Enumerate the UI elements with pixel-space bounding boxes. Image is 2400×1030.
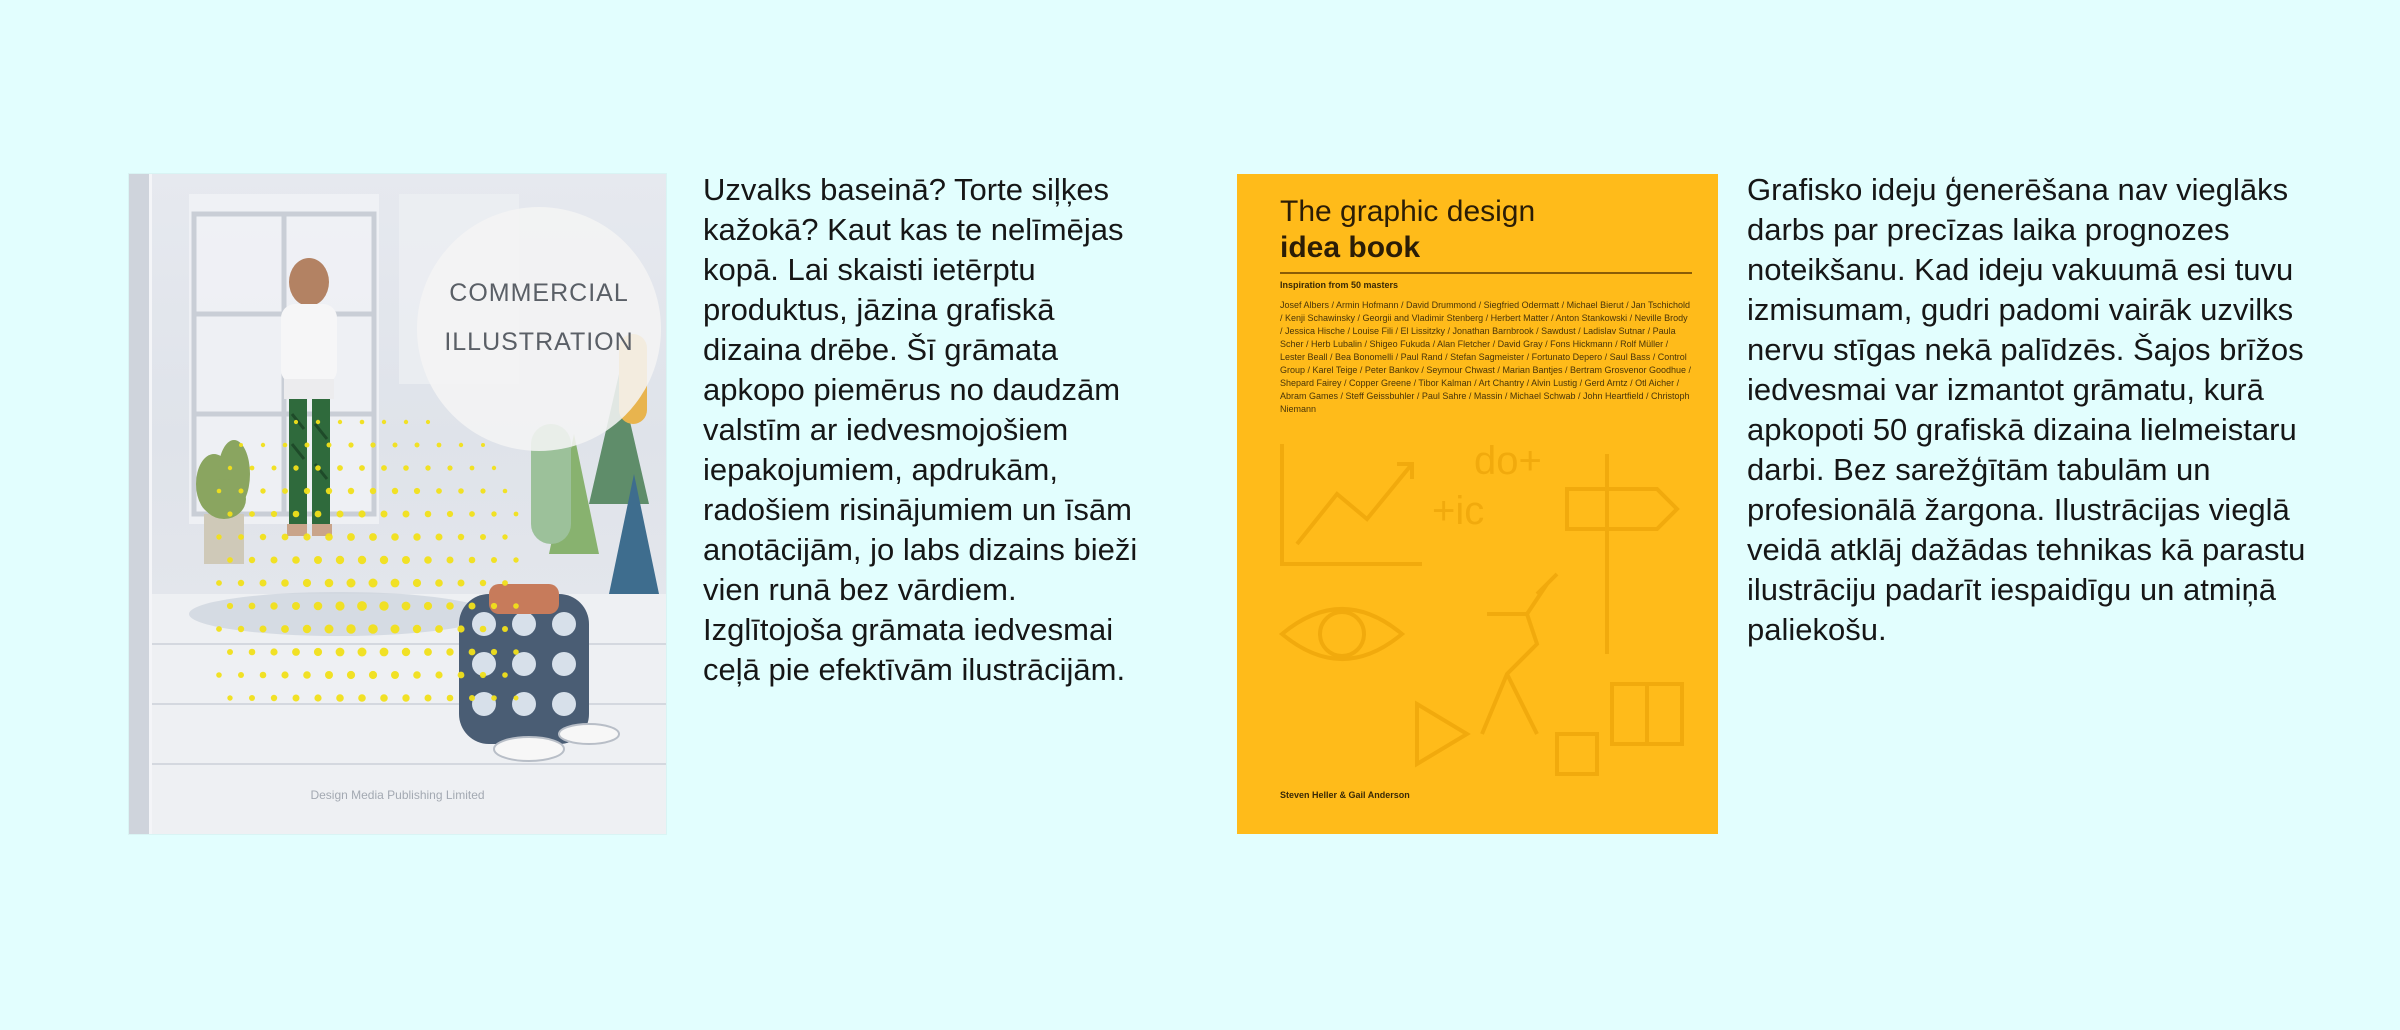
cover-title-line1: The graphic design: [1280, 195, 1536, 228]
book-cover-commercial-illustration[interactable]: [129, 174, 666, 834]
cover-title-line1: COMMERCIAL: [449, 279, 629, 307]
cover-title-line2: idea book: [1280, 231, 1421, 264]
cover-publisher: Design Media Publishing Limited: [310, 788, 485, 802]
book-cover-graphic-design-idea-book[interactable]: [1237, 174, 1718, 834]
cover-designer-names: Josef Albers / Armin Hofmann / David Drummond / Siegfried Odermatt / Michael Bierut / Jan Tschichold / Kenji Schawinsky / Georgii and Vladimir Stenberg / Herbert Matter / Anton Stankowski / Neville Brody / Jessica Hische / Louise Fili / El Lissitzky / Jonathan Barnbrook / Sawdust / Ladislav Sutnar / Paula Scher / Herb Lubalin / Shigeo Fukuda / Alan Fletcher / David Gray / Fons Hickmann / Rolf Müller / Lester Beall / Bea Bonomelli / Paul Rand / Stefan Sagmeister / Fortunato Depero / Saul Bass / Control Group / Karel Teige / Peter Bankov / Seymour Chwast / Marian Bantjes / Bertram Grosvenor Goodhue / Shepard Fairey / Copper Greene / Tibor Kalman / Art Chantry / Alvin Lustig / Gerd Arntz / Otl Aicher / Abram Games / Steff Geissbuhler / Paul Sahre / Massin / Michael Schwab / John Heartfield / Christoph Niemann: [1280, 300, 1692, 414]
svg-text:do+: do+: [1474, 439, 1542, 483]
cover-title: [419, 269, 659, 367]
cover-title-line2: ILLUSTRATION: [444, 328, 634, 356]
book-description-commercial-illustration: Uzvalks baseinā? Torte siļķes kažokā? Kaut kas te nelīmējas kopā. Lai skaisti ietērptu produktus, jāzina grafiskā dizaina drēbe. Šī grāmata apkopo piemērus no daudzām valstīm ar iedvesmojošiem iepakojumiem, apdrukām, radošiem risinājumiem un īsām anotācijām, jo labs dizains bieži vien runā bez vārdiem. Izglītojoša grāmata iedvesmai ceļā pie efektīvām ilustrācijām.: [703, 172, 1138, 687]
cover-subtitle: Inspiration from 50 masters: [1280, 280, 1399, 290]
cover-authors: Steven Heller & Gail Anderson: [1280, 790, 1410, 800]
svg-text:+ic: +ic: [1432, 489, 1485, 533]
book-description-graphic-design-idea-book: Grafisko ideju ģenerēšana nav vieglāks darbs par precīzas laika prognozes noteikšanu. Kad ideju vakuumā esi tuvu izmisumam, gudri padomi vairāk uzvilks nervu stīgas nekā palīdzēs. Šajos brīžos iedvesmai var izmantot grāmatu, kurā apkopoti 50 grafiskā dizaina lielmeistaru darbi. Bez sarežģītām tabulām un profesionālā žargona. Ilustrācijas vieglā veidā atklāj dažādas tehnikas kā parastu ilustrāciju padarīt iespaidīgu un atmiņā paliekošu.: [1747, 172, 2306, 647]
embossed-icons: [1237, 174, 1718, 834]
